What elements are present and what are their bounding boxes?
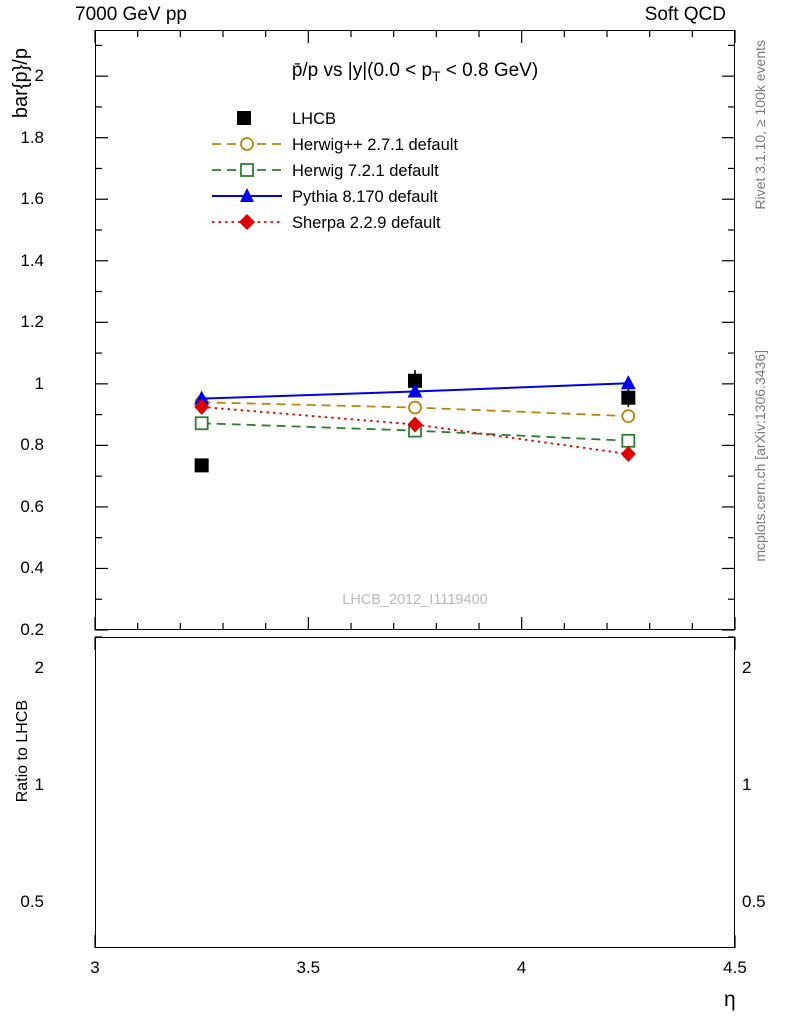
data-point: [622, 410, 634, 422]
data-point: [409, 402, 421, 414]
header-right: Soft QCD: [644, 4, 726, 25]
x-tick-label: 3: [90, 958, 100, 977]
ratio-y-tick-label-right: 0.5: [742, 891, 766, 911]
x-axis-title: η: [724, 988, 736, 1011]
main-y-tick-label: 1: [34, 373, 44, 393]
ratio-y-tick-label-right: 2: [742, 657, 752, 677]
data-point: [195, 458, 209, 472]
main-y-tick-label: 0.6: [20, 496, 44, 516]
arxiv-note: mcplots.cern.ch [arXiv:1306.3436]: [752, 350, 768, 562]
main-y-tick-label: 1.4: [20, 250, 44, 270]
ratio-y-tick-label: 2: [34, 657, 44, 677]
legend-label: Sherpa 2.2.9 default: [292, 214, 441, 232]
ratio-y-tick-label: 0.5: [20, 891, 44, 911]
data-point: [622, 435, 634, 447]
main-y-tick-label: 2: [34, 66, 44, 86]
header-left: 7000 GeV pp: [75, 4, 187, 25]
analysis-watermark: LHCB_2012_I1119400: [342, 592, 488, 608]
ratio-y-tick-label: 1: [34, 774, 44, 794]
main-y-tick-label: 1.8: [20, 127, 44, 147]
legend-label: Herwig++ 2.7.1 default: [292, 136, 459, 154]
main-y-tick-label: 0.2: [20, 620, 44, 639]
rivet-note: Rivet 3.1.10, ≥ 100k events: [752, 40, 768, 210]
x-tick-label: 4: [516, 958, 527, 977]
data-point: [621, 375, 636, 389]
data-point: [621, 391, 635, 405]
x-tick-label: 3.5: [296, 958, 321, 977]
plot-title: p̄/p vs $|y|(0.0 < p_T < 0.8$ GeV): [291, 60, 539, 84]
main-y-tick-label: 0.4: [20, 558, 44, 578]
ratio-plot-frame: [95, 637, 735, 948]
legend-label: LHCB: [292, 110, 337, 128]
main-y-tick-label: 1.2: [20, 312, 44, 332]
main-y-tick-label: 0.8: [20, 435, 44, 455]
legend-label: Herwig 7.2.1 default: [292, 162, 439, 180]
x-tick-label: 4.5: [723, 958, 747, 977]
data-point: [621, 446, 636, 462]
y-axis-title: bar{p}/p: [10, 48, 32, 119]
ratio-y-tick-label-right: 1: [742, 774, 752, 794]
ratio-y-axis-title: Ratio to LHCB: [14, 700, 31, 803]
main-y-tick-label: 1.6: [20, 189, 44, 209]
legend-label: Pythia 8.170 default: [292, 188, 438, 206]
data-point: [196, 417, 208, 429]
